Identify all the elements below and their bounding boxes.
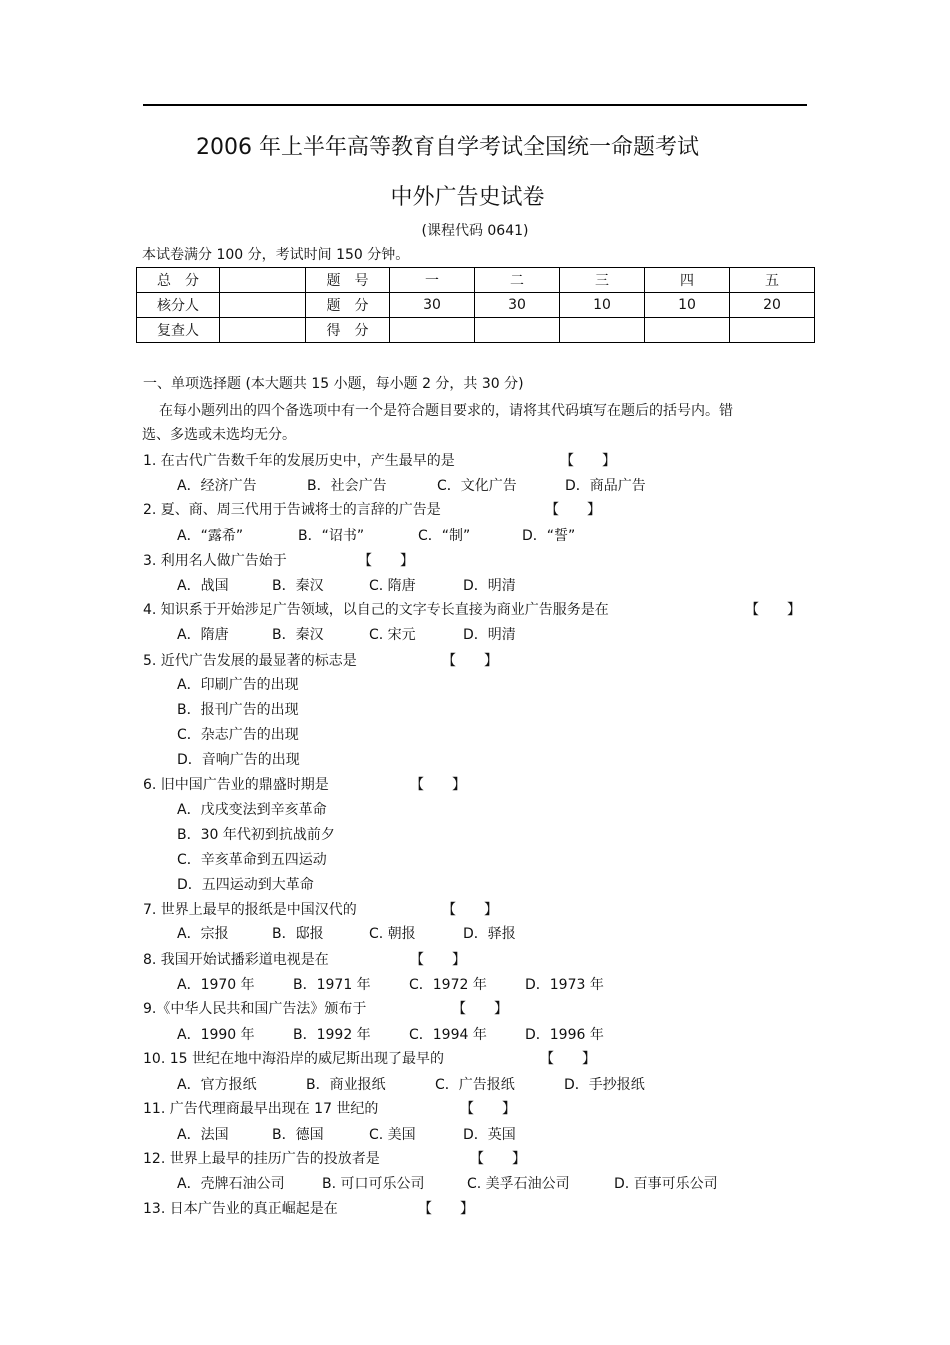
question-12: 12. 世界上最早的挂历广告的投放者是 (143, 1151, 380, 1167)
option: B．30 年代初到抗战前夕 (177, 827, 335, 843)
answer-bracket: 【 】 (470, 1151, 526, 1167)
option: B. 可口可乐公司 (322, 1176, 425, 1192)
option: B．德国 (272, 1127, 324, 1143)
question-3: 3. 利用名人做广告始于 (143, 553, 287, 569)
option: B．社会广告 (307, 478, 387, 494)
option: C．文化广告 (437, 478, 517, 494)
score-cell: 五 (730, 268, 815, 293)
score-cell (560, 318, 645, 343)
answer-bracket: 【 】 (560, 453, 616, 469)
question-6: 6. 旧中国广告业的鼎盛时期是 (143, 777, 329, 793)
answer-bracket: 【 】 (540, 1051, 596, 1067)
option: C. 隋唐 (369, 578, 416, 594)
score-row-total (137, 268, 815, 293)
answer-bracket: 【 】 (745, 602, 801, 618)
score-cell: 复查人 (137, 318, 220, 343)
option: A．隋唐 (177, 627, 229, 643)
score-cell: 题 号 (306, 268, 390, 293)
option: C．1994 年 (409, 1027, 487, 1043)
exam-info: 本试卷满分 100 分，考试时间 150 分钟。 (142, 247, 410, 263)
answer-bracket: 【 】 (460, 1101, 516, 1117)
score-cell (645, 318, 730, 343)
question-9: 9.《中华人民共和国广告法》颁布于 (143, 1001, 367, 1017)
option: C．“制” (418, 528, 471, 544)
answer-bracket: 【 】 (410, 952, 466, 968)
option: D．“誓” (522, 528, 576, 544)
question-7: 7. 世界上最早的报纸是中国汉代的 (143, 902, 357, 918)
score-cell: 三 (560, 268, 645, 293)
option: B．1971 年 (293, 977, 371, 993)
option: A．壳牌石油公司 (177, 1176, 285, 1192)
option: D．英国 (463, 1127, 516, 1143)
answer-bracket: 【 】 (452, 1001, 508, 1017)
option: A．戊戌变法到辛亥革命 (177, 802, 327, 818)
score-cell: 一 (390, 268, 475, 293)
score-cell: 得 分 (306, 318, 390, 343)
answer-bracket: 【 】 (358, 553, 414, 569)
question-2: 2. 夏、商、周三代用于告诫将士的言辞的广告是 (143, 502, 441, 518)
option: A．经济广告 (177, 478, 257, 494)
option: C. 美国 (369, 1127, 416, 1143)
option: D．商品广告 (565, 478, 646, 494)
score-cell: 10 (645, 293, 730, 318)
option: A．官方报纸 (177, 1077, 257, 1093)
option: C．广告报纸 (435, 1077, 515, 1093)
answer-bracket: 【 】 (442, 653, 498, 669)
option: D．五四运动到大革命 (177, 877, 314, 893)
answer-bracket: 【 】 (442, 902, 498, 918)
option: D．手抄报纸 (564, 1077, 645, 1093)
exam-title: 2006 年上半年高等教育自学考试全国统一命题考试 (196, 135, 699, 160)
score-row-checker (137, 293, 815, 318)
option: B．商业报纸 (306, 1077, 386, 1093)
score-cell (730, 318, 815, 343)
score-cell: 核分人 (137, 293, 220, 318)
score-cell: 题 分 (306, 293, 390, 318)
question-5: 5. 近代广告发展的最显著的标志是 (143, 653, 357, 669)
option: C．杂志广告的出现 (177, 727, 299, 743)
score-cell: 二 (475, 268, 560, 293)
option: A．战国 (177, 578, 229, 594)
score-cell (390, 318, 475, 343)
answer-bracket: 【 】 (410, 777, 466, 793)
score-cell: 30 (475, 293, 560, 318)
option: A．1970 年 (177, 977, 255, 993)
option: B．邸报 (272, 926, 324, 942)
option: D．音响广告的出现 (177, 752, 300, 768)
question-8: 8. 我国开始试播彩道电视是在 (143, 952, 329, 968)
option: A．“露希” (177, 528, 244, 544)
score-cell: 10 (560, 293, 645, 318)
option: A．1990 年 (177, 1027, 255, 1043)
question-10: 10. 15 世纪在地中海沿岸的威尼斯出现了最早的 (143, 1051, 444, 1067)
paper-title: 中外广告史试卷 (390, 185, 545, 210)
answer-bracket: 【 】 (418, 1201, 474, 1217)
score-cell: 30 (390, 293, 475, 318)
option: B．报刊广告的出现 (177, 702, 299, 718)
answer-bracket: 【 】 (545, 502, 601, 518)
option: D．1973 年 (525, 977, 604, 993)
option: A．印刷广告的出现 (177, 677, 299, 693)
option: C. 美孚石油公司 (467, 1176, 570, 1192)
header-rule (143, 104, 807, 106)
score-cell: 四 (645, 268, 730, 293)
option: B．“诏书” (298, 528, 365, 544)
score-cell: 总 分 (137, 268, 220, 293)
option: D. 百事可乐公司 (614, 1176, 718, 1192)
option: C. 朝报 (369, 926, 416, 942)
option: A．宗报 (177, 926, 229, 942)
section-instruction (142, 399, 742, 447)
question-11: 11. 广告代理商最早出现在 17 世纪的 (143, 1101, 379, 1117)
score-cell (220, 268, 306, 293)
section-heading: 一、单项选择题 (本大题共 15 小题，每小题 2 分，共 30 分) (143, 376, 524, 392)
score-row-reviewer (137, 318, 815, 343)
score-table (136, 267, 815, 343)
score-cell (220, 293, 306, 318)
option: B．秦汉 (272, 627, 324, 643)
option: A．法国 (177, 1127, 229, 1143)
option: D．1996 年 (525, 1027, 604, 1043)
option: B．秦汉 (272, 578, 324, 594)
score-cell (475, 318, 560, 343)
option: D．驿报 (463, 926, 516, 942)
option: C．辛亥革命到五四运动 (177, 852, 327, 868)
option: D．明清 (463, 627, 516, 643)
instruction-text: 在每小题列出的四个备选项中有一个是符合题目要求的，请将其代码填写在题后的括号内。错选、多选或未选均无分。 (142, 403, 733, 443)
option: C．1972 年 (409, 977, 487, 993)
option: B．1992 年 (293, 1027, 371, 1043)
course-code: (课程代码 0641) (421, 223, 529, 239)
score-cell (220, 318, 306, 343)
question-4: 4. 知识系于开始涉足广告领域，以自己的文字专长直接为商业广告服务是在 (143, 602, 609, 618)
score-cell: 20 (730, 293, 815, 318)
option: D．明清 (463, 578, 516, 594)
option: C. 宋元 (369, 627, 416, 643)
question-1: 1. 在古代广告数千年的发展历史中，产生最早的是 (143, 453, 455, 469)
question-13: 13. 日本广告业的真正崛起是在 (143, 1201, 338, 1217)
